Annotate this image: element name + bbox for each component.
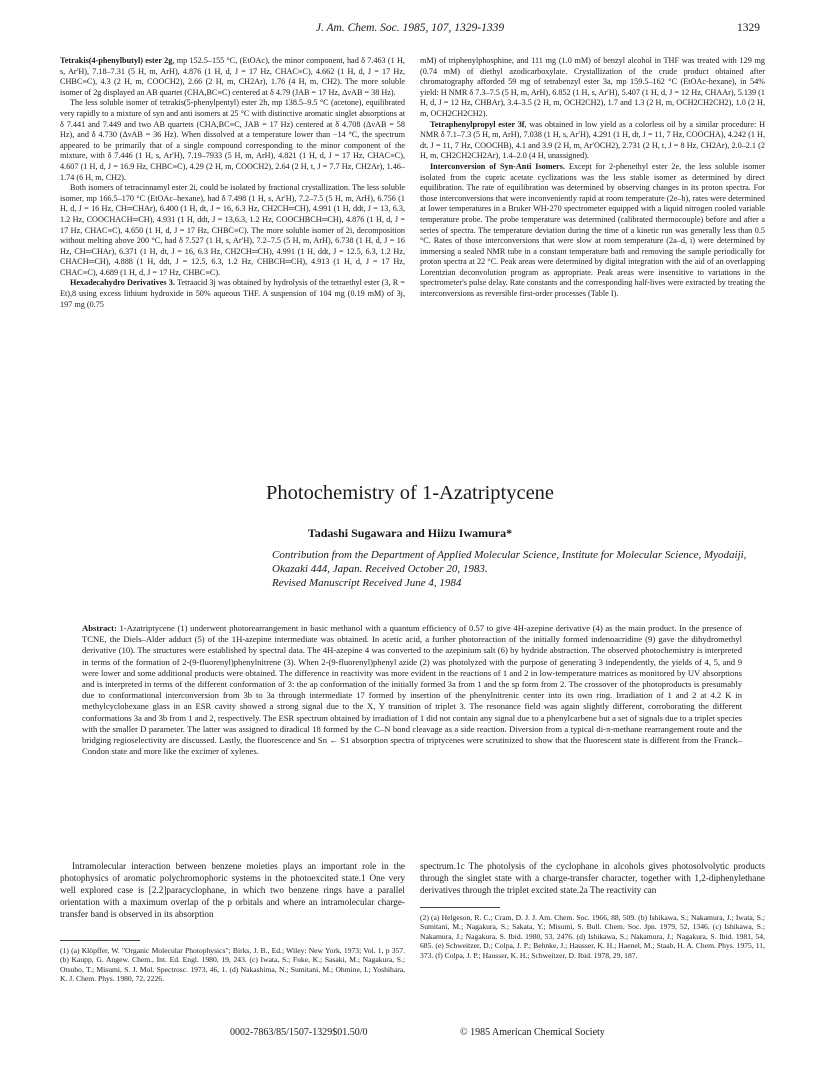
paragraph: Tetraphenylpropyl ester 3f, was obtained in low yield as a colorless oil by a similar procedure: H NMR δ 7.1–7.3 (5 H, m, ArH), 7.038 (1 H, s, Ar′H), 4.291 (1 H, dt, J = 11, 7 Hz, COOCHA), 4.242 (1 H, dt. J = 11, 7 Hz, COOCHB), 4.1 and 3.9 (2 H, m, Ar′OCH2), 2.731 (2 H, t, J = 8 Hz, CH2Ar), 2.0–2.1 (2 H, m, CH2CH2CH2Ar), 1.4–2.0 (4 H, unassigned). [420, 119, 765, 161]
footnote-rule-left [60, 940, 140, 941]
paragraph: The less soluble isomer of tetrakis(5-phenylpentyl) ester 2h, mp 138.5–9.5 °C (acetone), equilibrated very rapidly to a mixture of syn and anti isomers at 25 °C with distinctive aromatic singlet absorptions at δ 7.441 and 7.449 and two AB quartets (CHA,BC≡C, JAB = 17 Hz) centered at δ 4.708 (ΔνAB = 58 Hz), and δ 4.730 (ΔνAB = 36 Hz). When dissolved at a temperature lower than −14 °C, the spectrum appeared to be primarily that of a single compound corresponding to the minor component of the mixture, with δ 7.446 (1 H, s, Ar′H), 7.19–7933 (5 H, m, ArH), 4.821 (1 H, d, J = 17 Hz, CHAC≡C), 4.607 (1 H, d, J = 16.9 Hz, CHBC≡C), 4.29 (2 H, m, COOCH2), 2.64 (2 H, t, J = 7.7 Hz, CH2Ar), 1.46–1.74 (6 H, m, CH2). [60, 98, 405, 182]
footnote-left: (1) (a) Klöpffer, W. "Organic Molecular Photophysics"; Birks, J. B., Ed.; Wiley: New York, 1973; Vol. 1, p 357. (b) Kaupp, G. Angew. Chem., Int. Ed. Engl. 1980, 19, 243. (c) Iwata, S.; Fuke, K.; Sasaki, M.; Nagakura, S.; Otsubo, T.; Misumi, S. J. Mol. Spectrosc. 1973, 46, 1. (d) Nakashima, N.; Sumitani, M.; Ohmine, I.; Yoshihara, K. J. Chem. Phys. 1980, 72, 2226. [60, 946, 405, 984]
revised-date: Revised Manuscript Received June 4, 1984 [272, 577, 462, 589]
experimental-left-column [60, 56, 405, 310]
affiliation [272, 548, 772, 590]
paragraph: Hexadecahydro Derivatives 3. Tetraacid 3j was obtained by hydrolysis of the tetraethyl ester (3, R = Et),8 using excess lithium hydroxide in 50% aqueous THF. A suspension of 104 mg (0.19 mM) of 3j, 197 mg (0.75 [60, 278, 405, 309]
intro-right-column: spectrum.1c The photolysis of the cyclophane in alcohols gives photosolvolytic products through the singlet state with a charge-transfer character, together with 1,2-diphenylethane derivatives through the triplet excited state.2a The reactivity can [420, 861, 765, 895]
paragraph: Interconversion of Syn-Anti Isomers. Except for 2-phenethyl ester 2e, the less soluble isomer isolated from the cupric acetate cyclizations was the less stable isomer as determined by direct equilibration. The rate of equilibration was determined by observing changes in its proton spectra. For those interconversions that were inconveniently rapid at room temperature (2e–h), rates were determined at lower temperatures in a Bruker WH-270 spectrometer equipped with a liquid nitrogen cooled variable temperature probe. The probe temperature was determined (calibrated thermocouple) before and after a series of spectra. The temperature deviation during the time of a kinetic run was generally less than 0.5 °C. Rates of those interconversions that were slow at room temperature (2a–d, i) were determined by immersing a sealed NMR tube in a constant temperature bath and removing the sample periodically for proton spectra at 22 °C. Peak areas were determined by digital integration with the aid of an overlapping Lorentzian deconvolution program as appropriate. Peak areas were insensitive to variations in the spectrometer's pulse delay. Rate constants and the corresponding half-lives were extracted by treating the interconversions as reversible first-order processes (Table I). [420, 161, 765, 299]
abstract [82, 623, 742, 757]
footnote-rule-right [420, 907, 500, 908]
page-number: 1329 [737, 22, 760, 34]
footnote-right: (2) (a) Helgeson, R. C.; Cram, D. J. J. Am. Chem. Soc. 1966, 88, 509. (b) Ishikawa, S.; Nakamura, J.; Iwata, S.; Sumitani, M.; Nagakura, S.; Sakata, Y.; Misumi, S. Bull. Chem. Soc. Jpn. 1979, 52, 1346. (c) Ishikawa, S.; Nakamura, J.; Nagakura, S. Ibid. 1980, 53, 2476. (d) Ishikawa, S.; Nakamura, J.; Nagakura, S. Ibid. 1981, 54, 685. (e) Schweitzer, D.; Colpa, J. P.; Behnke, J.; Hausser, K. H.; Haenel, M.; Staab, H. A. Chem. Phys. 1975, 11, 373. (f) Colpa, J. P.; Hausser, K. H.; Schweitzer, D. Ibid. 1978, 29, 187. [420, 913, 765, 960]
affiliation-text: Contribution from the Department of Applied Molecular Science, Institute for Molecular Science, Myodaiji, Okazaki 444, Japan. Received October 20, 1983. [272, 549, 747, 575]
article-code: 0002-7863/85/1507-1329$01.50/0 [230, 1027, 368, 1038]
paragraph: Both isomers of tetracinnamyl ester 2i, could be isolated by fractional crystallization. The less soluble isomer, mp 166.5–170 °C (EtOAc–hexane), had δ 7.498 (1 H, s, Ar′H), 7.2–7.5 (5 H, m, ArH), 6.756 (1 H, d, J = 16 Hz, CH═CHAr), 6.400 (1 H, dt, J = 16, 6.3 Hz, CH2CH═CH), 4.991 (1 H, ddt, J = 13, 6.3, 1.2 Hz, COOCHACH═CH), 4.931 (1 H, ddt, J = 13,6.3, 1.2 Hz, COOCHBCH═CH), 4.876 (1 H, d, J = 17 Hz, CHAC≡C), 4.650 (1 H, d, J = 17 Hz, CHBC≡C). The more soluble isomer of 2i, decomposition without melting above 200 °C, had δ 7.527 (1 H, s, Ar′H), 7.2–7.5 (5 H, m, ArH), 6.738 (1 H, d, J = 16 Hz, CH═CHAr), 6.371 (1 H, dt, J = 16, 6.3 Hz, CH2CH═CH), 4.991 (1 H, ddt, J = 12.5, 6.3, 1.2 Hz, CHACH═CH), 4.888 (1 H, ddt, J = 12.5, 6.3, 1.2 Hz, CHBCH═CH), 4.913 (1 H, d, J = 17 Hz, CHAC≡C), 4.689 (1 H, d, J = 17 Hz, CHBC≡C). [60, 183, 405, 277]
experimental-right-column [420, 56, 765, 300]
abstract-label: Abstract: [82, 623, 117, 633]
running-header [60, 22, 760, 38]
paragraph: mM) of triphenylphosphine, and 111 mg (1.0 mM) of benzyl alcohol in THF was treated with 129 mg (0.74 mM) of diethyl azodicarboxylate. Crystallization of the crude product obtained after chromatography afforded 59 mg of tetrabenzyl ester 3a, mp 159.5–162 °C (EtOAc-hexane), in 54% yield: H NMR δ 7.3–7.5 (5 H, m, ArH), 6.852 (1 H, s, Ar′H), 5.407 (1 H, d, J = 12 Hz, CHAAr), 5.139 (1 H, d, J = 12 Hz, CHBAr), 3.4–3.5 (2 H, m, OCH2CH2), 1.7 and 1.3 (2 H, m, OCH2CH2CH2), 1.0 (2 H, m, OCH2CH2CH2). [420, 56, 765, 118]
article-authors: Tadashi Sugawara and Hiizu Iwamura* [307, 526, 513, 540]
article-title: Photochemistry of 1-Azatriptycene [265, 482, 555, 504]
abstract-text: 1-Azatriptycene (1) underwent photorearrangement in basic methanol with a quantum efficiency of 0.57 to give 4H-azepine derivative (4) as the main product. In the presence of TCNE, the Diels–Alder adduct (5) of the 1H-azepine intermediate was obtained. In acetic acid, a further photoreaction of the initially formed indenoacridine (9) gave the dihydromethyl derivative (10). The structures were established by spectral data. The 4H-azepine 4 was converted to the azepinium salt (6) by hydride abstraction. The observed photochemistry is interpreted in terms of the formation of 2-(9-fluorenyl)phenylnitrene (3). When 2-(9-fluorenyl)phenyl azide (2) was photolyzed with the purpose of generating 3 independently, the yields of 4, 5, and 9 were lower and some additional products were obtained. The difference in reactivity was more evident in the reactions of 1 and 2 in low-temperature matrices as monitored by UV absorptions and is interpreted in terms of the different conformation of 3: the ap conformation of the initially formed 3a from 1 and the sp form from 2. The crossover of the photoproducts is presumably due to conformational interconversion from 3b to 3a through intermediate 17 formed by insertion of the phenylnitrenic center into its own ring. Irradiation of 1 and 2 at 4.2 K in methylcyclohexane glass in an ESR cavity showed a strong signal due to the X, Y transition of triplet 3. The resonance field was again slightly different, corroborating the different conformations 3a and 3b from 1 and 2, respectively. The ESR spectrum obtained by irradiation of 1 did not contain any signal due to a phenylcarbene but a set of signals due to a triplet species with the smaller D parameter. The latter was assigned to diradical 18 formed by the C–N bond cleavage as a side reaction. Diversion from a typical di-π-methane rearrangement route and the bridging regioselectivity are discussed. Lastly, the fluorescence and Sn ← S1 absorption spectra of triptycenes were scrutinized to show that the fluorescent state is different from the Franck–Condon state and more like the excimer of xylenes. [82, 623, 742, 757]
paragraph: Tetrakis(4-phenylbutyl) ester 2g, mp 152.5–155 °C, (EtOAc), the minor component, had δ 7.463 (1 H, s, Ar′H), 7.18–7.31 (5 H, m, ArH), 4.876 (1 H, d, J = 17 Hz, CHAC≡C), 4.662 (1 H, d, J = 17 Hz, CHBC≡C), 4.3 (2 H, m, COOCH2), 2.66 (2 H, m, CH2Ar), 1.76 (4 H, m, CH2). The more soluble isomer of 2g displayed an AB quartet (CHA,BC≡C) centered at δ 4.79 (JAB = 17 Hz, ΔνAB = 38 Hz). [60, 56, 405, 97]
journal-citation: J. Am. Chem. Soc. 1985, 107, 1329-1339 [315, 22, 505, 34]
intro-left-column: Intramolecular interaction between benzene moieties plays an important role in the photophysics of aromatic polychromophoric systems in the photoexcited state.1 One very well explored case is [2.2]paracyclophane, in which two benzene rings have a parallel orientation with a maximum overlap of the p orbitals and where an intramolecular charge-transfer band is observed in its absorption [60, 861, 405, 919]
copyright: © 1985 American Chemical Society [460, 1027, 605, 1038]
